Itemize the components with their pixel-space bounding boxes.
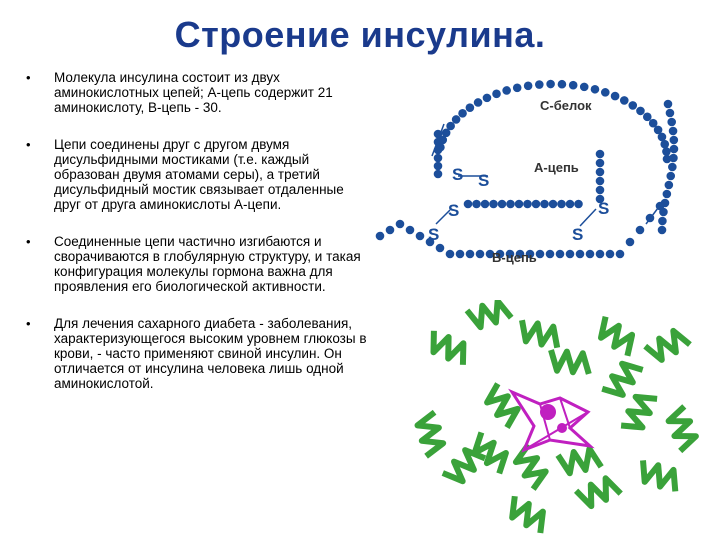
amino-acid-bead <box>481 200 490 209</box>
helix-ribbon <box>475 432 506 473</box>
amino-acid-bead <box>662 147 671 156</box>
sulfur-label: S <box>452 165 464 184</box>
amino-acid-bead <box>663 190 672 199</box>
amino-acid-bead <box>626 238 635 247</box>
amino-acid-bead <box>472 200 481 209</box>
amino-acid-bead <box>660 140 669 149</box>
amino-acid-bead <box>406 226 415 235</box>
amino-acid-bead <box>591 85 600 94</box>
bullet-item <box>26 316 371 391</box>
sulfur-label: S <box>598 199 610 218</box>
amino-acid-bead <box>515 200 524 209</box>
insulin-chain-diagram <box>368 64 698 304</box>
amino-acid-bead <box>396 220 405 229</box>
amino-acid-bead <box>566 200 575 209</box>
insulin-3d-structure-image <box>400 300 710 535</box>
protein-ribbons <box>418 301 696 533</box>
helix-ribbon <box>418 412 444 456</box>
amino-acid-bead <box>446 122 455 131</box>
amino-acid-bead <box>464 200 473 209</box>
bullet-item <box>26 234 371 294</box>
amino-acid-bead <box>492 90 501 99</box>
amino-acid-bead <box>558 80 567 89</box>
helix-ribbon <box>621 397 657 428</box>
amino-acid-bead <box>549 200 558 209</box>
amino-acid-bead <box>601 88 610 97</box>
amino-acid-bead <box>668 163 677 172</box>
bullet-item <box>26 70 371 115</box>
amino-acid-bead <box>546 80 555 89</box>
helix-ribbon <box>443 450 485 481</box>
amino-acid-bead <box>483 94 492 103</box>
b-chain-label: В-цепь <box>492 250 537 265</box>
amino-acid-bead <box>557 200 566 209</box>
amino-acid-bead <box>569 81 578 90</box>
amino-acid-bead <box>502 86 511 95</box>
helix-ribbon <box>467 301 511 327</box>
amino-acid-bead <box>474 98 483 107</box>
amino-acid-bead <box>664 100 673 109</box>
disulfide-bridges <box>432 124 664 226</box>
amino-acid-bead <box>669 127 678 136</box>
amino-acid-bead <box>524 82 533 91</box>
amino-acid-bead <box>643 113 652 122</box>
helix-ribbon <box>551 350 589 374</box>
amino-acid-bead <box>658 226 667 235</box>
amino-acid-bead <box>580 83 589 92</box>
amino-acid-bead <box>606 250 615 259</box>
amino-acid-bead <box>586 250 595 259</box>
bullet-marker: • <box>26 137 31 152</box>
helix-ribbon <box>558 449 601 473</box>
amino-acid-bead <box>535 80 544 89</box>
bullet-marker: • <box>26 316 31 331</box>
amino-acid-bead <box>636 226 645 235</box>
helix-ribbon <box>516 445 546 490</box>
zinc-center <box>512 392 590 450</box>
c-peptide-label: С-белок <box>540 98 592 113</box>
amino-acid-bead <box>532 200 541 209</box>
bullet-marker: • <box>26 234 31 249</box>
amino-acid-bead <box>666 109 675 118</box>
helix-ribbon <box>522 320 557 348</box>
amino-acid-bead <box>489 200 498 209</box>
amino-acid-bead <box>446 250 455 259</box>
amino-acid-bead <box>658 217 667 226</box>
amino-acid-bead <box>574 200 583 209</box>
amino-acid-bead <box>596 177 605 186</box>
amino-acid-bead <box>416 232 425 241</box>
amino-acid-bead <box>513 83 522 92</box>
bullet-list <box>26 70 371 413</box>
amino-acid-bead <box>556 250 565 259</box>
amino-acid-bead <box>546 250 555 259</box>
amino-acid-bead <box>540 200 549 209</box>
a-chain-label: А-цепь <box>534 160 579 175</box>
helix-ribbon <box>576 478 621 506</box>
amino-acid-bead <box>670 145 679 154</box>
helix-ribbon <box>669 406 696 451</box>
helix-ribbon <box>645 331 690 360</box>
sulfur-label: S <box>478 171 490 190</box>
helix-ribbon <box>601 317 632 356</box>
amino-acid-bead <box>376 232 385 241</box>
bullet-item <box>26 137 371 212</box>
bullet-marker: • <box>26 70 31 85</box>
slide-title: Строение инсулина. <box>174 14 546 55</box>
bullet-text: Цепи соединены друг с другом двумя дисульфидными мостиками (т.е. каждый образован двумя атомами серы), а третий дисульфидный мостик связывает отдаленные друг от друга аминокислоты А-цепи. <box>54 137 344 212</box>
amino-acid-bead <box>616 250 625 259</box>
amino-acid-bead <box>456 250 465 259</box>
amino-acid-bead <box>636 107 645 116</box>
amino-acid-chain <box>376 80 679 259</box>
amino-acid-bead <box>466 250 475 259</box>
amino-acid-bead <box>452 115 461 124</box>
amino-acid-bead <box>466 103 475 112</box>
bullet-text: Для лечения сахарного диабета - заболевания, характеризующегося высоким уровнем глюкозы в крови, - часто применяют свиной инсулин. Он отличается от инсулина человека лишь одной аминокислотой. <box>54 316 367 391</box>
amino-acid-bead <box>669 154 678 163</box>
helix-ribbon <box>602 364 643 395</box>
amino-acid-bead <box>596 150 605 159</box>
sulfur-label: S <box>448 201 460 220</box>
amino-acid-bead <box>596 250 605 259</box>
bullet-text: Молекула инсулина состоит из двух аминокислотных цепей; А-цепь содержит 21 аминокислоту, В-цепь - 30. <box>54 70 333 115</box>
amino-acid-bead <box>458 109 467 118</box>
amino-acid-bead <box>670 136 679 145</box>
amino-acid-bead <box>665 181 674 190</box>
amino-acid-bead <box>436 244 445 253</box>
sulfur-label: S <box>428 225 440 244</box>
amino-acid-bead <box>506 200 515 209</box>
amino-acid-bead <box>536 250 545 259</box>
amino-acid-bead <box>566 250 575 259</box>
amino-acid-bead <box>576 250 585 259</box>
amino-acid-bead <box>434 162 443 171</box>
amino-acid-bead <box>667 118 676 127</box>
amino-acid-bead <box>620 96 629 105</box>
amino-acid-bead <box>628 101 637 110</box>
bullet-text: Соединенные цепи частично изгибаются и сворачиваются в глобулярную структуру, и такая конфигурация молекулы гормона важна для проявления его биологической активности. <box>54 234 361 294</box>
amino-acid-bead <box>434 170 443 179</box>
amino-acid-bead <box>596 168 605 177</box>
helix-ribbon <box>434 331 464 365</box>
amino-acid-bead <box>476 250 485 259</box>
sulfur-label: S <box>572 225 584 244</box>
amino-acid-bead <box>386 226 395 235</box>
amino-acid-bead <box>523 200 532 209</box>
amino-acid-bead <box>434 154 443 163</box>
amino-acid-bead <box>666 172 675 181</box>
helix-ribbon <box>512 496 543 533</box>
amino-acid-bead <box>611 92 620 101</box>
amino-acid-bead <box>596 159 605 168</box>
amino-acid-bead <box>596 186 605 195</box>
helix-ribbon <box>487 384 518 428</box>
amino-acid-bead <box>498 200 507 209</box>
helix-ribbon <box>643 460 675 491</box>
